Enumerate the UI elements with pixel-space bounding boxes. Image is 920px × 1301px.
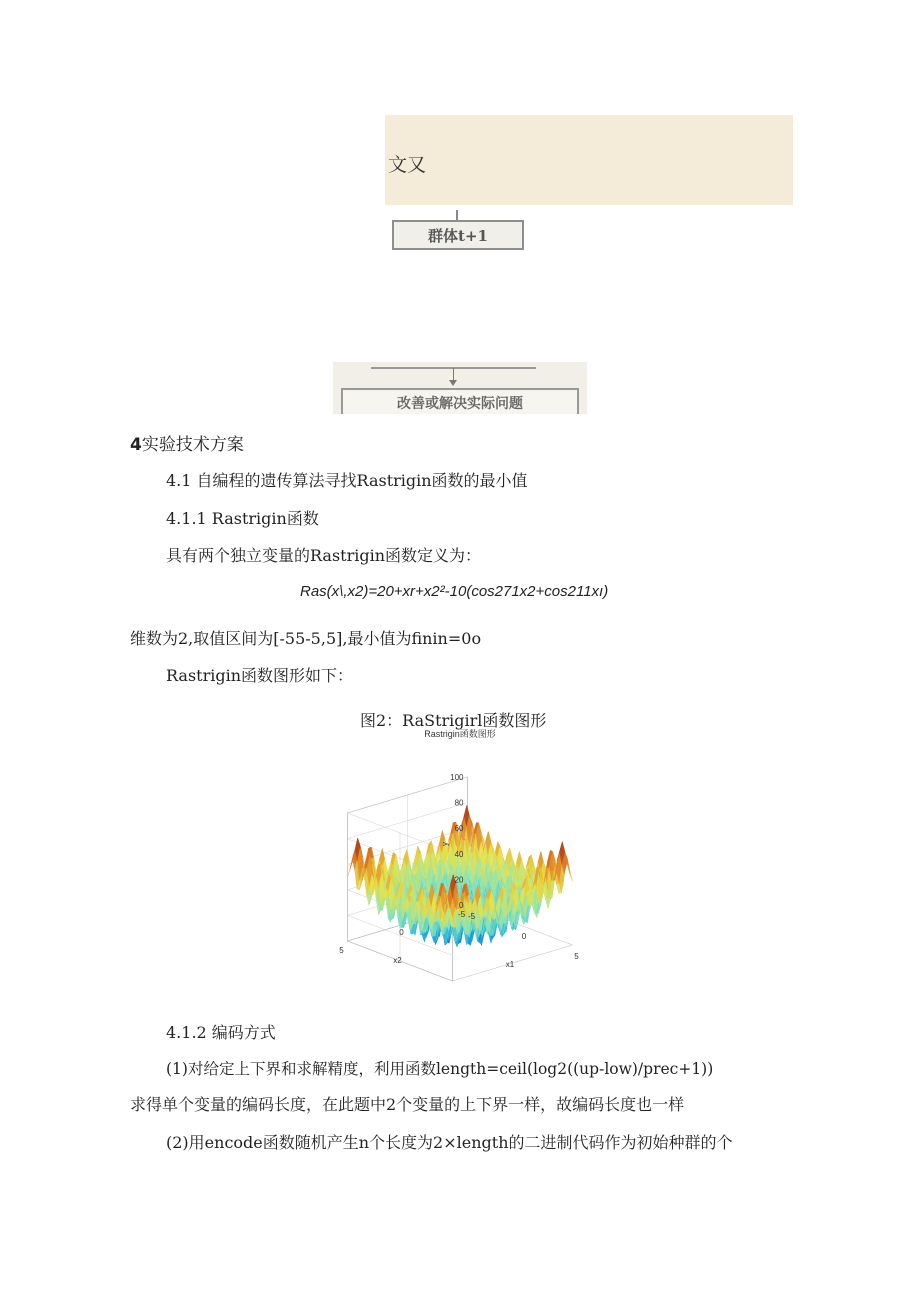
z-axis-label: y: [440, 842, 450, 846]
chart-title: Rastrigin函数图形: [424, 729, 496, 739]
solve-problem-flow-image: [333, 362, 587, 414]
x1-axis-label: x1: [505, 960, 515, 969]
z-tick-label: 40: [454, 849, 464, 859]
z-tick-label: 100: [450, 773, 464, 782]
subsection-4-1: 4.1 自编程的遗传算法寻找Rastrigin函数的最小值: [166, 471, 528, 490]
solve-problem-box: 改善或解决实际问题: [341, 388, 579, 414]
z-tick-label: 0: [459, 901, 464, 910]
x2-tick-label: 5: [339, 946, 344, 955]
crossover-box: [385, 115, 793, 205]
paragraph-figure-intro: Rastrigin函数图形如下：: [166, 666, 354, 685]
x1-tick-label: -5: [467, 912, 476, 921]
surface-patch: [567, 865, 572, 881]
section-heading-number: 4: [130, 435, 142, 455]
paragraph-encoding-3: (2)用encode函数随机产生n个长度为2×length的二进制代码作为初始种群的个: [166, 1133, 733, 1152]
z-tick-label: 60: [454, 824, 464, 834]
group-t1-box: 群体t+1: [392, 220, 524, 250]
crossover-label: 文又: [388, 154, 427, 176]
formula-text: Ras(x\,x2)=20+xr+x2²-10(cos271x2+cos211xı): [300, 583, 609, 600]
z-tick-label: 20: [454, 875, 464, 885]
subsection-4-1-1: 4.1.1 Rastrigin函数: [166, 509, 319, 528]
rastrigin-formula: [300, 583, 608, 600]
section-heading-text: 实验技术方案: [141, 435, 244, 455]
paragraph-definition: 具有两个独立变量的Rastrigin函数定义为：: [166, 546, 482, 565]
figure-caption: 图2：RaStrigirl函数图形: [360, 711, 547, 730]
paragraph-encoding-1: (1)对给定上下界和求解精度，利用函数length=ceil(log2((up-low)/prec+1)): [166, 1060, 714, 1078]
x2-tick-label: -5: [457, 910, 466, 919]
chart-svg: [280, 728, 640, 1008]
flow-arrow-head-icon: [449, 380, 457, 386]
section-heading: [130, 430, 244, 455]
z-tick-label: 80: [454, 798, 464, 808]
x1-tick-label: 5: [574, 952, 579, 961]
x1-tick-label: 0: [521, 932, 527, 941]
subsection-4-1-2: 4.1.2 编码方式: [166, 1023, 276, 1042]
x2-axis-label: x2: [393, 956, 402, 965]
paragraph-dimension: 维数为2,取值区间为[-55-5,5],最小值为finin=0o: [130, 629, 482, 648]
paragraph-encoding-2: 求得单个变量的编码长度，在此题中2个变量的上下界一样，故编码长度也一样: [130, 1095, 685, 1114]
x2-tick-label: 0: [399, 928, 404, 937]
rastrigin-surface-chart: [280, 728, 640, 1008]
flow-connector: [456, 210, 458, 220]
